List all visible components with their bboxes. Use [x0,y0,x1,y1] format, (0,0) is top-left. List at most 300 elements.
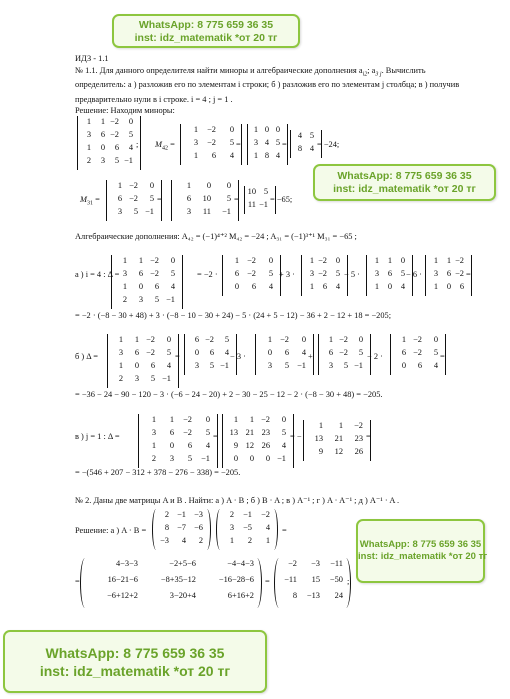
matrix-cell: 0 [387,282,392,291]
matrix-cell: 4 [224,348,229,357]
matrix-cell: 3 [253,138,258,147]
part-c-result: = −(546 + 207 − 312 + 378 − 276 − 338) = −205. [75,468,241,477]
matrix-cell: 3 [138,295,143,304]
matrix-cell: 1 [233,415,238,424]
matrix-cell: −1 [201,454,210,463]
task2-statement: № 2. Даны две матрицы A и B . Найти: а ) A · B ; б ) B · A ; в ) A⁻¹ ; г ) A · A⁻¹ ; д ) A⁻¹ · A . [75,496,400,505]
matrix-cell: 4 [128,143,133,152]
task1-line2: определитель: а ) разложив его по элементам i строки; б ) разложив его по элементам j столбца; в ) получив [75,80,460,89]
matrix-cell: −2 [318,256,327,265]
matrix-cell: 2 [247,536,252,545]
matrix-cell: 2 [151,454,156,463]
matrix-cell: 1 [122,256,127,265]
matrix-cell: 6 [150,361,155,370]
matrix-cell: 8 [164,523,169,532]
matrix-cell: 0 [281,415,286,424]
matrix-cell: 0 [335,256,340,265]
matrix-cell: 1 [122,282,127,291]
m31-sub: 31 [86,200,93,207]
matrix-cell: 2 [198,536,203,545]
matrix-cell: 0 [401,361,406,370]
semicolon: ; [347,577,350,586]
matrix-cell: 1 [387,256,392,265]
matrix-cell: 2 [164,510,169,519]
matrix-cell: 4 [297,131,302,140]
matrix-cell: −3 [194,510,203,519]
eq: = [282,526,287,535]
matrix-cell: 1 [193,151,198,160]
matrix-cell: 26 [354,447,363,456]
matrix-cell: 6 [251,282,256,291]
matrix-cell: −2 [150,256,159,265]
matrix-cell: 5 [226,194,231,203]
matrix-cell: 12 [245,441,254,450]
matrix-cell: 10 [247,187,256,196]
matrix-cell: −1 [177,510,186,519]
matrix-cell: 4 [170,282,175,291]
matrix-cell: 4 [229,151,234,160]
matrix-cell: 8 [297,144,302,153]
matrix-cell: 1 [433,282,438,291]
matrix-cell: −2 [207,125,216,134]
matrix-cell: 1 [401,335,406,344]
matrix-cell: 4 [309,144,314,153]
matrix-cell: 6 [209,348,214,357]
matrix-cell: 6 [100,130,105,139]
matrix-cell: 3 [328,361,333,370]
matrix-cell: −13 [306,591,320,600]
matrix-cell: 3 [194,361,199,370]
matrix-cell: 0 [264,125,269,134]
matrix-cell: 6 [194,335,199,344]
m31-label: $M_{31}$ = [80,195,100,207]
matrix-cell: −1 [166,295,175,304]
eq: = [236,140,241,149]
task1-line4: Решение: Находим миноры: [75,106,175,115]
eq: = [157,195,162,204]
matrix-cell: 1 [138,256,143,265]
matrix-cell: 21 [245,428,254,437]
matrix-cell: 4 [281,441,286,450]
matrix-cell: 13 [314,434,323,443]
matrix-cell: −6 [194,523,203,532]
matrix-cell: 0 [358,335,363,344]
coef: − 2 · [367,352,383,361]
matrix-cell: 21 [334,434,343,443]
matrix-cell: 5 [335,269,340,278]
matrix-cell: 3 [186,207,191,216]
sub-3j: 3 j [375,71,382,78]
matrix-cell: 5 [166,348,171,357]
matrix-cell: 13 [229,428,238,437]
matrix-cell: 1 [234,256,239,265]
task1-text-c: . Вычислить [381,66,426,75]
matrix-cell: 3 [151,428,156,437]
matrix-cell: 6 [117,194,122,203]
matrix-cell: −1 [124,156,133,165]
matrix-cell: 1 [134,335,139,344]
matrix-cell: −1 [162,374,171,383]
matrix-cell: 0 [400,256,405,265]
matrix-cell: 4 [335,282,340,291]
matrix-cell: 4 [205,441,210,450]
coef: − 6 · [406,270,422,279]
matrix-cell: 4 [268,282,273,291]
coef: + 3 · [279,270,295,279]
matrix-cell: 0 [206,181,211,190]
matrix-cell: −2 [129,181,138,190]
matrix-cell: 0 [267,348,272,357]
matrix-cell: −2 [110,130,119,139]
matrix-cell: 1 [186,181,191,190]
coef: = −2 · [197,270,218,279]
matrix-cell: 6 [387,269,392,278]
matrix-cell: −11 [284,575,297,584]
matrix-cell: −2 [455,256,464,265]
eq: = − [290,432,302,441]
matrix-cell: 23 [354,434,363,443]
matrix-cell: 1 [374,282,379,291]
task2-solution-label: Решение: а ) A · B = [75,526,147,535]
matrix-cell: 11 [202,207,211,216]
matrix-cell: 0 [249,454,254,463]
doc-header: ИДЗ - 1.1 [75,54,109,63]
watermark-line1: WhatsApp: 8 775 659 36 35 [359,539,482,550]
matrix-cell: 1 [151,415,156,424]
part-b-label: б ) Δ = [75,352,98,361]
watermark-line1: WhatsApp: 8 775 659 36 35 [138,19,274,31]
matrix-cell: 0 [166,335,171,344]
matrix-cell: 6 [134,348,139,357]
watermark-line2: inst: idz_matematik *от 20 тг [358,550,488,562]
matrix-cell: 5 [224,335,229,344]
matrix-cell: −2 [339,335,348,344]
matrix-cell: 4 [301,348,306,357]
matrix-cell: 24 [334,591,343,600]
matrix-cell: −2 [150,269,159,278]
matrix-cell: −8+35−12 [160,575,196,584]
eq: = [282,140,287,149]
matrix-cell: 5 [281,428,286,437]
eq: = [234,195,239,204]
matrix-cell: 3 [117,207,122,216]
matrix-cell: −2 [205,335,214,344]
matrix-cell: 6 [446,269,451,278]
matrix-cell: −2+5−6 [169,559,196,568]
matrix-cell: 5 [433,348,438,357]
matrix-cell: −11 [330,559,343,568]
m42-sub: 42 [161,145,168,152]
matrix-cell: 6 [169,428,174,437]
sub-i2: i2 [362,71,368,78]
matrix-cell: 6 [234,269,239,278]
matrix-cell: −1 [354,361,363,370]
matrix-cell: 5 [133,207,138,216]
matrix-cell: 10 [202,194,211,203]
matrix-cell: 16−21−6 [107,575,138,584]
task1-line3: предварительно нули в i строке. i = 4 ; j = 1 . [75,95,233,104]
matrix-cell: −6+12+2 [107,591,138,600]
matrix-cell: 3 [169,454,174,463]
matrix-cell: −50 [329,575,343,584]
matrix-cell: 6 [284,348,289,357]
watermark-mid [313,164,496,201]
matrix-cell: 0 [265,454,270,463]
matrix-cell: 3 [86,130,91,139]
matrix-cell: −2 [146,348,155,357]
matrix-cell: −2 [413,335,422,344]
matrix-cell: −5 [243,523,252,532]
eq: = [440,352,445,361]
matrix-cell: 0 [233,454,238,463]
matrix-cell: 0 [194,348,199,357]
matrix-cell: 3 [309,269,314,278]
matrix-cell: −2 [455,269,464,278]
matrix-cell: 2 [86,156,91,165]
task1-text: № 1.1. Для данного определителя найти миноры и алгебраические дополнения a [75,66,363,75]
matrix-cell: 0 [170,256,175,265]
matrix-cell: 4 [400,282,405,291]
part-a-result: = −2 · (−8 − 30 + 48) + 3 · (−8 − 10 − 30 + 24) − 5 · (24 + 5 − 12) − 36 + 2 − 12 + 18 = −205; [75,311,392,320]
matrix-cell: 8 [292,591,297,600]
matrix-cell: 5 [358,348,363,357]
matrix-cell: 5 [275,138,280,147]
matrix-cell: 5 [229,138,234,147]
matrix-cell: 5 [343,361,348,370]
matrix-cell: 5 [209,361,214,370]
matrix-cell: 0 [226,181,231,190]
matrix-cell: 1 [151,441,156,450]
matrix-cell: 1 [229,536,234,545]
matrix-cell: 0 [234,282,239,291]
matrix-cell: 3 [267,361,272,370]
matrix-cell: −16−28−6 [218,575,254,584]
matrix-cell: 1 [374,256,379,265]
matrix-cell: 15 [311,575,320,584]
matrix-cell: 1 [249,415,254,424]
coef: − 5 · [344,270,360,279]
matrix-cell: 3 [122,269,127,278]
matrix-cell: −2 [318,269,327,278]
matrix-cell: 0 [433,335,438,344]
semicolon: ; [136,140,139,149]
matrix-cell: 0 [268,256,273,265]
matrix-cell: 6 [114,143,119,152]
matrix-cell: 0 [301,335,306,344]
matrix-cell: −2 [247,269,256,278]
matrix-cell: −3 [160,536,169,545]
matrix-cell: 5 [187,454,192,463]
matrix-cell: 6 [138,269,143,278]
coef: = [175,352,180,361]
matrix-cell: 26 [261,441,270,450]
watermark-right [356,519,488,583]
matrix-cell: 6+16+2 [227,591,254,600]
watermark-line2: inst: idz_matematik *от 20 тг [39,662,231,679]
matrix-cell: −2 [339,348,348,357]
matrix-cell: 5 [128,130,133,139]
matrix-cell: −2 [183,428,192,437]
matrix-cell: −1 [297,361,306,370]
watermark-top [112,14,300,48]
matrix-cell: 3 [118,348,123,357]
eq: = [213,432,218,441]
part-a-label: а ) i = 4 : Δ = [75,270,120,279]
matrix-cell: 6 [322,282,327,291]
eq: = [75,577,80,586]
matrix-cell: 6 [328,348,333,357]
matrix-cell: 12 [334,447,343,456]
matrix-cell: 1 [86,143,91,152]
watermark-line2: inst: idz_matematik *от 20 тг [333,183,476,196]
matrix-cell: 3 [229,523,234,532]
matrix-cell: 3 [193,138,198,147]
matrix-cell: 3 [433,269,438,278]
matrix-cell: −2 [261,510,270,519]
matrix-cell: 6 [187,441,192,450]
m42-m: M [155,140,162,149]
matrix-cell: 2 [118,374,123,383]
matrix-cell: 2 [122,295,127,304]
matrix-cell: 4 [275,151,280,160]
matrix-cell: 4 [265,523,270,532]
matrix-cell: −2 [146,335,155,344]
matrix-cell: 1 [118,335,123,344]
matrix-cell: 3 [100,156,105,165]
watermark-bottom [3,630,267,693]
matrix-cell: 4 [433,361,438,370]
matrix-cell: 1 [253,125,258,134]
matrix-cell: 1 [267,335,272,344]
coef: − 3 · [230,352,246,361]
eq: = [265,577,270,586]
matrix-cell: 4 [264,138,269,147]
matrix-cell: 0 [128,117,133,126]
matrix-cell: 5 [309,131,314,140]
matrix-cell: 3 [374,269,379,278]
matrix-cell: 1 [118,361,123,370]
watermark-line1: WhatsApp: 8 775 659 36 35 [45,645,225,661]
matrix-cell: 1 [86,117,91,126]
matrix-cell: 1 [117,181,122,190]
matrix-cell: −2 [110,117,119,126]
matrix-cell: 1 [100,117,105,126]
matrix-cell: −1 [277,454,286,463]
matrix-cell: 4−3−3 [115,559,138,568]
watermark-line1: WhatsApp: 8 775 659 36 35 [337,170,472,182]
matrix-cell: 5 [284,361,289,370]
matrix-cell: 23 [261,428,270,437]
matrix-cell: 1 [193,125,198,134]
matrix-cell: 1 [169,415,174,424]
matrix-cell: 1 [265,536,270,545]
part-c-label: в ) j = 1 : Δ = [75,432,120,441]
matrix-cell: 0 [446,282,451,291]
eq: = [366,432,371,441]
matrix-cell: −2 [280,335,289,344]
matrix-cell: 6 [401,348,406,357]
matrix-cell: −1 [259,200,268,209]
matrix-cell: −2 [354,421,363,430]
matrix-cell: 5 [400,269,405,278]
matrix-cell: 11 [247,200,256,209]
m31-result: = −65; [270,195,293,204]
matrix-cell: 0 [275,125,280,134]
matrix-cell: 6 [211,151,216,160]
task1-line1 [75,66,426,80]
watermark-line2: inst: idz_matematik *от 20 тг [134,32,278,45]
matrix-cell: 0 [138,282,143,291]
matrix-cell: 5 [263,187,268,196]
algebraic-complements: Алгебраические дополнения: A₄₂ = (−1)⁴⁺² M₄₂ = −24 ; A₃₁ = (−1)³⁺¹ M₃₁ = −65 ; [75,232,357,241]
matrix-cell: 0 [229,125,234,134]
part-b-result: = −36 − 24 − 90 − 120 − 3 · (−6 − 24 − 20) + 2 − 30 − 25 − 12 − 2 · (−8 − 30 + 48) = −205. [75,390,383,399]
matrix-cell: 6 [186,194,191,203]
matrix-cell: −4−4−3 [227,559,254,568]
matrix-cell: 5 [114,156,119,165]
matrix-cell: −2 [413,348,422,357]
matrix-cell: −2 [129,194,138,203]
matrix-cell: 4 [166,361,171,370]
matrix-cell: 1 [318,421,323,430]
matrix-cell: −1 [145,207,154,216]
m42-result: = −24; [317,140,340,149]
matrix-cell: 8 [264,151,269,160]
matrix-cell: 1 [309,256,314,265]
matrix-cell: 0 [149,181,154,190]
matrix-cell: −2 [288,559,297,568]
m42-label: $M_{42}$ = [155,140,175,152]
matrix-cell: 0 [100,143,105,152]
matrix-cell: 3−20+4 [169,591,196,600]
matrix-cell: 0 [205,415,210,424]
matrix-cell: 3 [134,374,139,383]
matrix-cell: −2 [247,256,256,265]
matrix-cell: 5 [205,428,210,437]
matrix-cell: −2 [183,415,192,424]
matrix-cell: 6 [459,282,464,291]
matrix-cell: 0 [169,441,174,450]
matrix-cell: −1 [220,361,229,370]
matrix-cell: 1 [328,335,333,344]
matrix-cell: 1 [338,421,343,430]
matrix-cell: 1 [433,256,438,265]
matrix-cell: 2 [229,510,234,519]
matrix-cell: −1 [222,207,231,216]
eq: = [466,270,471,279]
matrix-cell: 5 [149,194,154,203]
m31-m: M [80,195,87,204]
matrix-cell: 5 [150,374,155,383]
matrix-cell: −3 [311,559,320,568]
matrix-cell: −7 [177,523,186,532]
matrix-cell: −2 [207,138,216,147]
task1-text-b: ; a [367,66,376,75]
matrix-cell: −2 [261,415,270,424]
coef: + [308,352,313,361]
matrix-cell: 1 [446,256,451,265]
matrix-cell: 6 [417,361,422,370]
matrix-cell: 1 [309,282,314,291]
matrix-cell: 6 [154,282,159,291]
matrix-cell: 4 [181,536,186,545]
matrix-cell: 1 [253,151,258,160]
matrix-cell: 5 [154,295,159,304]
matrix-cell: 9 [233,441,238,450]
matrix-cell: −1 [243,510,252,519]
matrix-cell: 0 [134,361,139,370]
matrix-cell: 5 [170,269,175,278]
